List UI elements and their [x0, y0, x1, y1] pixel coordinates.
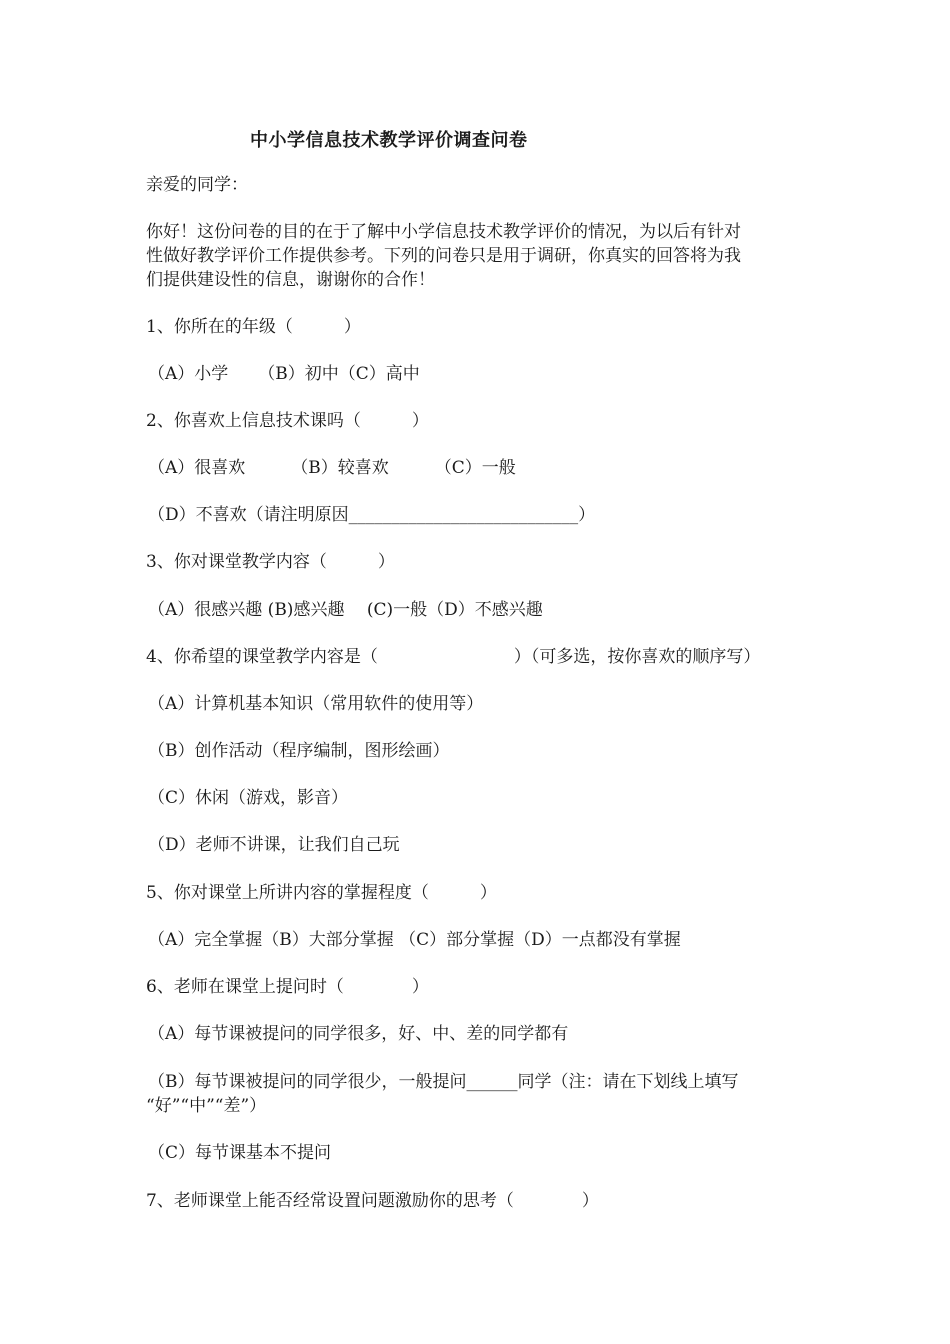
greeting: 亲爱的同学：: [146, 175, 248, 195]
q1-option-bc: （B）初中（C）高中: [258, 364, 420, 384]
q2-options: [148, 456, 516, 481]
q6-option-a: （A）每节课被提问的同学很多，好、中、差的同学都有: [148, 1024, 569, 1044]
intro-line-2: 性做好教学评价工作提供参考。下列的问卷只是用于调研，你真实的回答将为我: [146, 246, 741, 266]
q1-options: [148, 362, 420, 387]
q2-option-b: （B）较喜欢: [291, 458, 389, 478]
q4-option-b: （B）创作活动（程序编制，图形绘画）: [148, 741, 450, 761]
q2-option-d: （D）不喜欢（请注明原因___________________________）: [148, 505, 596, 525]
question-2: 2、你喜欢上信息技术课吗（ ）: [146, 411, 429, 431]
q4-option-c: （C）休闲（游戏，影音）: [148, 788, 349, 808]
q2-option-c: （C）一般: [434, 458, 516, 478]
q4-option-a: （A）计算机基本知识（常用软件的使用等）: [148, 694, 484, 714]
q2-option-a: （A）很喜欢: [148, 458, 246, 478]
question-6: 6、老师在课堂上提问时（ ）: [146, 977, 429, 997]
question-3: 3、你对课堂教学内容（ ）: [146, 552, 395, 572]
question-7: 7、老师课堂上能否经常设置问题激励你的思考（ ）: [146, 1191, 599, 1211]
q6-option-c: （C）每节课基本不提问: [148, 1143, 332, 1163]
q4-option-d: （D）老师不讲课，让我们自己玩: [148, 835, 400, 855]
q6-option-b-line-1: （B）每节课被提问的同学很少，一般提问______同学（注：请在下划线上填写: [148, 1072, 739, 1092]
question-4: 4、你希望的课堂教学内容是（ ）（可多选，按你喜欢的顺序写）: [146, 647, 761, 667]
intro-line-1: 你好！这份问卷的目的在于了解中小学信息技术教学评价的情况，为以后有针对: [146, 222, 741, 242]
q6-option-b-line-2: “好”“中”“差”）: [146, 1096, 267, 1116]
question-5: 5、你对课堂上所讲内容的掌握程度（ ）: [146, 883, 497, 903]
intro-line-3: 们提供建设性的信息，谢谢你的合作！: [146, 270, 435, 290]
q5-options: （A）完全掌握（B）大部分掌握 （C）部分掌握（D）一点都没有掌握: [148, 930, 681, 950]
q1-option-a: （A）小学: [148, 364, 229, 384]
page-title: 中小学信息技术教学评价调查问卷: [250, 130, 528, 151]
question-1: 1、你所在的年级（ ）: [146, 317, 361, 337]
q3-options: （A）很感兴趣 (B)感兴趣 (C)一般（D）不感兴趣: [148, 600, 543, 620]
